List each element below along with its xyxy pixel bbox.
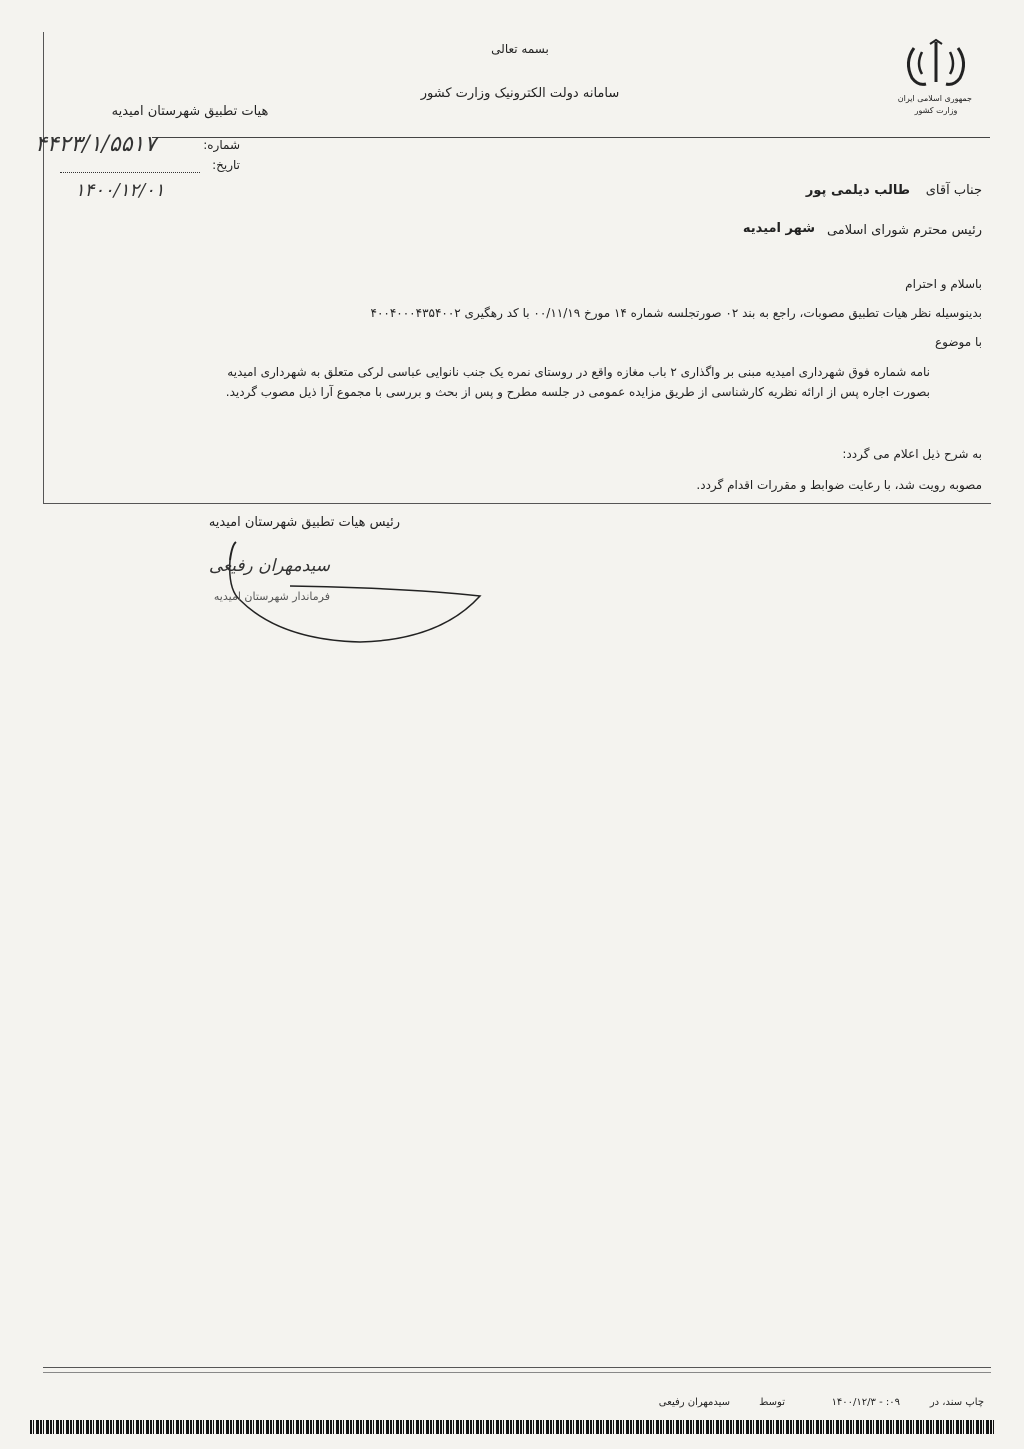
recipient-city: شهر امیدیه bbox=[742, 221, 815, 236]
footer-divider-top bbox=[43, 1367, 991, 1368]
emblem-caption-country: جمهوری اسلامی ایران bbox=[897, 94, 972, 103]
footer-printed-by-label: توسط bbox=[759, 1397, 785, 1408]
date-label: تاریخ: bbox=[212, 158, 240, 172]
signature-title: رئیس هیات تطبیق شهرستان امیدیه bbox=[208, 515, 400, 530]
decision-line: مصوبه رویت شد، با رعایت ضوابط و مقررات اقدام گردد. bbox=[696, 478, 982, 492]
recipient-title: رئیس محترم شورای اسلامی bbox=[826, 223, 982, 238]
subject-label: با موضوع bbox=[935, 335, 982, 349]
announce-line: به شرح ذیل اعلام می گردد: bbox=[842, 447, 982, 461]
signed-name: سیدمهران رفیعی bbox=[208, 556, 330, 576]
subject-line-2: بصورت اجاره پس از ارائه نظریه کارشناسی از طریق مزایده عمومی در جلسه مطرح و پس از بحث و بررسی با مجموع آرا ذیل مصوب گردید. bbox=[225, 385, 930, 399]
footer-printed-label: چاپ سند، در bbox=[929, 1397, 984, 1408]
subject-line-1: نامه شماره فوق شهرداری امیدیه مبنی بر واگذاری ۲ باب مغازه واقع در روستای نمره یک جنب نانوایی عباسی لرکی متعلق به شهرداری امیدیه bbox=[227, 365, 930, 379]
system-name: سامانه دولت الکترونیک وزارت کشور bbox=[420, 86, 620, 101]
date-dotted-line bbox=[60, 172, 200, 173]
footer-printed-by: سیدمهران رفیعی bbox=[658, 1397, 730, 1408]
number-label: شماره: bbox=[203, 138, 240, 152]
letter-number-handwritten: ۴۴۲۳/۱/۵۵۱۷ bbox=[35, 132, 157, 157]
footer-divider-bottom bbox=[43, 1372, 991, 1373]
frame-line-left bbox=[43, 32, 44, 504]
emblem-caption-ministry: وزارت کشور bbox=[914, 106, 958, 115]
greeting: باسلام و احترام bbox=[905, 277, 982, 291]
recipient-name: طالب دیلمی پور bbox=[805, 183, 910, 198]
bismillah-heading: بسمه تعالی bbox=[491, 42, 549, 56]
footer-printed-datetime: ۰۹: - ۱۴۰۰/۱۲/۳ bbox=[831, 1397, 900, 1408]
reference-line: بدینوسیله نظر هیات تطبیق مصوبات، راجع به بند ۰۲ صورتجلسه شماره ۱۴ مورخ ۰۰/۱۱/۱۹ با کد رهگیری ۴۰۰۴۰۰۰۴۳۵۴۰۰۲ bbox=[370, 306, 982, 320]
letter-date-handwritten: ۱۴۰۰/۱۲/۰۱ bbox=[75, 180, 165, 201]
frame-line-bottom bbox=[43, 503, 991, 504]
signed-role: فرماندار شهرستان امیدیه bbox=[213, 590, 330, 603]
header-divider bbox=[152, 137, 990, 138]
board-name: هیات تطبیق شهرستان امیدیه bbox=[111, 104, 269, 119]
recipient-salutation: جناب آقای bbox=[925, 183, 982, 198]
barcode-strip bbox=[30, 1420, 995, 1434]
